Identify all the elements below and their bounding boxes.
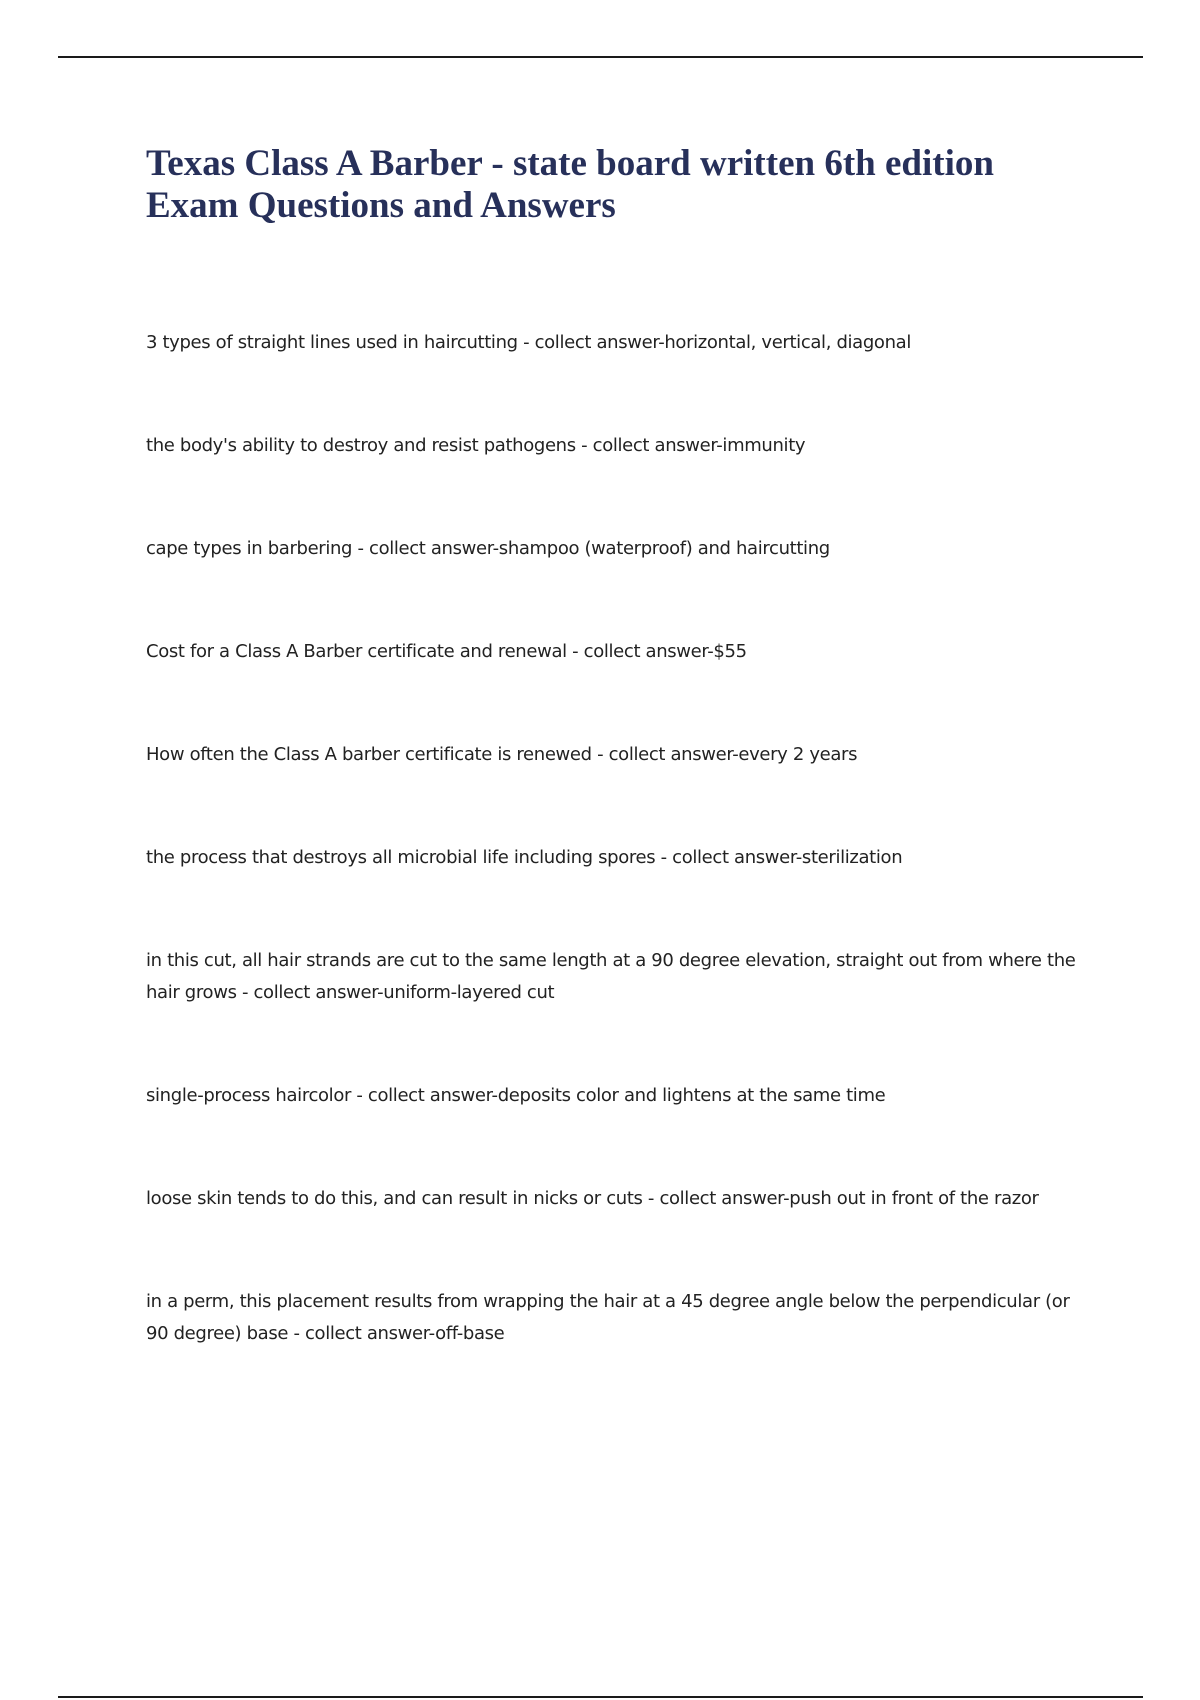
- qa-item: the body's ability to destroy and resist pathogens - collect answer-immunity: [146, 435, 806, 456]
- qa-item: cape types in barbering - collect answer-shampoo (waterproof) and haircutting: [146, 538, 830, 559]
- title-line-1: Texas Class A Barber - state board written 6th edition: [146, 143, 994, 184]
- qa-list: [146, 327, 1086, 1350]
- qa-item: the process that destroys all microbial life including spores - collect answer-sterilization: [146, 847, 903, 868]
- document-body: [146, 143, 1086, 1421]
- qa-item: loose skin tends to do this, and can result in nicks or cuts - collect answer-push out in front of the razor: [146, 1188, 1039, 1209]
- qa-item: in a perm, this placement results from wrapping the hair at a 45 degree angle below the perpendicular (or 90 degree) base - collect answer-off-base: [146, 1291, 1070, 1344]
- qa-item: Cost for a Class A Barber certificate and renewal - collect answer-$55: [146, 641, 747, 662]
- header-rule: [58, 56, 1143, 58]
- qa-item: How often the Class A barber certificate is renewed - collect answer-every 2 years: [146, 744, 858, 765]
- qa-item: 3 types of straight lines used in haircutting - collect answer-horizontal, vertical, diagonal: [146, 332, 911, 353]
- document-title: [146, 143, 1086, 227]
- qa-item: single-process haircolor - collect answer-deposits color and lightens at the same time: [146, 1085, 886, 1106]
- title-line-2: Exam Questions and Answers: [146, 185, 616, 226]
- qa-item: in this cut, all hair strands are cut to the same length at a 90 degree elevation, straight out from where the hair grows - collect answer-uniform-layered cut: [146, 950, 1076, 1003]
- footer-rule: [58, 1696, 1143, 1698]
